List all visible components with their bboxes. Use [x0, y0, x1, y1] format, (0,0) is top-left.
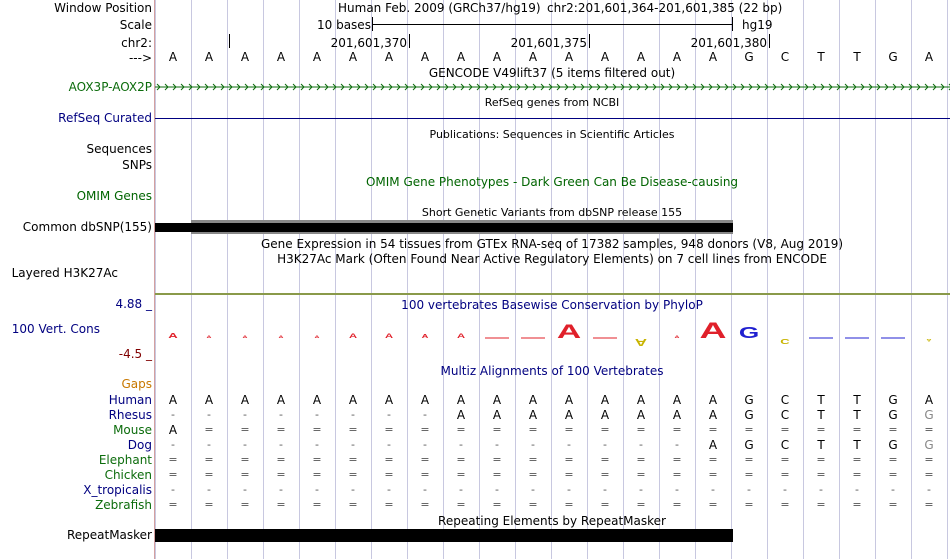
alignment-cell: =: [240, 453, 250, 466]
alignment-cell: =: [240, 498, 250, 511]
alignment-cell: =: [420, 453, 430, 466]
snps-track-label[interactable]: SNPs: [122, 158, 152, 172]
window-position-label: Window Position: [54, 1, 152, 15]
position-location: chr2:201,601,364-201,601,385 (22 bp): [547, 1, 783, 15]
alignment-cell: -: [243, 438, 247, 451]
alignment-cell: -: [603, 483, 607, 496]
alignment-cell: =: [852, 468, 862, 481]
alignment-cell: =: [204, 423, 214, 436]
chr-tick-label-2: 201,601,375: [510, 36, 587, 50]
species-label[interactable]: Rhesus: [108, 408, 152, 422]
gtex-track-title: Gene Expression in 54 tissues from GTEx RNA-seq of 17382 samples, 948 donors (V8, Aug 2019): [260, 237, 844, 251]
alignment-cell: -: [207, 438, 211, 451]
track-labels-panel: [0, 0, 154, 559]
alignment-cell: -: [495, 438, 499, 451]
h3k27ac-signal-line[interactable]: [155, 293, 950, 295]
alignment-cell: -: [567, 483, 571, 496]
alignment-cell: -: [351, 438, 355, 451]
base-letter: A: [924, 50, 934, 64]
base-letter: A: [672, 50, 682, 64]
alignment-cell: =: [744, 423, 754, 436]
alignment-cell: -: [351, 483, 355, 496]
alignment-cell: T: [853, 438, 861, 452]
alignment-cell: =: [456, 453, 466, 466]
alignment-cell: =: [312, 423, 322, 436]
alignment-cell: =: [708, 423, 718, 436]
scale-bar-label: 10 bases: [317, 18, 371, 32]
base-letter: A: [456, 50, 466, 64]
alignment-cell: =: [528, 468, 538, 481]
phylop-letter: A: [314, 335, 320, 340]
alignment-cell: G: [744, 393, 754, 407]
alignment-cell: =: [816, 453, 826, 466]
dbsnp-variant-bar[interactable]: [155, 223, 733, 232]
alignment-cell: =: [816, 423, 826, 436]
base-letter: C: [780, 50, 790, 64]
base-letter: T: [817, 50, 825, 64]
alignment-cell: -: [855, 483, 859, 496]
chr-tick-2: [589, 34, 590, 48]
alignment-cell: =: [744, 498, 754, 511]
alignment-cell: A: [492, 408, 502, 422]
phylop-track-title: 100 vertebrates Basewise Conservation by PhyloP: [401, 298, 703, 312]
assembly-title: Human Feb. 2009 (GRCh37/hg19): [338, 1, 541, 15]
strand-label: --->: [128, 51, 152, 65]
alignment-cell: A: [564, 408, 574, 422]
alignment-cell: A: [276, 393, 286, 407]
gencode-track-title: GENCODE V49lift37 (5 items filtered out): [428, 66, 676, 80]
alignment-cell: =: [708, 498, 718, 511]
alignment-cell: G: [924, 438, 934, 452]
alignment-cell: =: [312, 498, 322, 511]
alignment-cell: =: [636, 423, 646, 436]
alignment-cell: -: [459, 483, 463, 496]
gencode-track-label[interactable]: AOX3P-AOX2P: [68, 80, 152, 94]
alignment-cell: =: [564, 423, 574, 436]
dbsnp-variant-highlight: [191, 220, 733, 223]
dbsnp-variant-highlight-bottom: [191, 232, 733, 234]
omim-track-title: OMIM Gene Phenotypes - Dark Green Can Be Disease-causing: [365, 175, 739, 189]
alignment-cell: =: [744, 453, 754, 466]
alignment-cell: A: [456, 408, 466, 422]
phylop-letter: A: [348, 332, 358, 340]
alignment-cell: =: [708, 468, 718, 481]
alignment-cell: A: [312, 393, 322, 407]
alignment-cell: -: [207, 483, 211, 496]
scale-bar: [372, 24, 732, 25]
alignment-cell: -: [387, 408, 391, 421]
alignment-cell: =: [456, 468, 466, 481]
alignment-cell: =: [528, 423, 538, 436]
alignment-cell: =: [600, 453, 610, 466]
alignment-cell: =: [420, 423, 430, 436]
alignment-cell: =: [816, 468, 826, 481]
alignment-cell: =: [456, 423, 466, 436]
alignment-cell: =: [492, 453, 502, 466]
alignment-cell: =: [780, 468, 790, 481]
species-label[interactable]: Dog: [127, 438, 152, 452]
alignment-cell: -: [279, 408, 283, 421]
alignment-cell: -: [315, 408, 319, 421]
phylop-letter: A: [242, 335, 248, 340]
alignment-cell: =: [384, 498, 394, 511]
alignment-cell: =: [492, 423, 502, 436]
alignment-cell: A: [384, 393, 394, 407]
alignment-cell: -: [675, 483, 679, 496]
alignment-cell: -: [711, 483, 715, 496]
alignment-cell: =: [672, 453, 682, 466]
alignment-cell: =: [348, 468, 358, 481]
alignment-cell: =: [816, 498, 826, 511]
alignment-cell: =: [312, 468, 322, 481]
base-letter: T: [853, 50, 861, 64]
base-letter: G: [744, 50, 754, 64]
alignment-cell: =: [888, 498, 898, 511]
alignment-cell: A: [456, 393, 466, 407]
alignment-cell: T: [817, 408, 825, 422]
alignment-cell: -: [819, 483, 823, 496]
alignment-cell: =: [276, 498, 286, 511]
alignment-cell: G: [744, 438, 754, 452]
alignment-cell: A: [528, 408, 538, 422]
alignment-cell: =: [852, 423, 862, 436]
alignment-cell: =: [168, 498, 178, 511]
dbsnp-track-title: Short Genetic Variants from dbSNP release 155: [421, 206, 683, 219]
alignment-cell: =: [924, 498, 934, 511]
species-label[interactable]: Elephant: [98, 453, 152, 467]
alignment-cell: =: [780, 498, 790, 511]
phylop-letter: A: [556, 320, 582, 343]
alignment-cell: A: [924, 393, 934, 407]
scale-bar-right-tick: [732, 17, 733, 31]
species-label[interactable]: Chicken: [104, 468, 152, 482]
alignment-cell: =: [456, 498, 466, 511]
alignment-cell: =: [384, 423, 394, 436]
alignment-cell: =: [636, 498, 646, 511]
alignment-cell: A: [204, 393, 214, 407]
cons-track-label[interactable]: 100 Vert. Cons: [11, 322, 100, 336]
base-letter: A: [240, 50, 250, 64]
alignment-cell: -: [171, 438, 175, 451]
alignment-cell: -: [171, 408, 175, 421]
phylop-letter: A: [421, 332, 429, 340]
alignment-cell: =: [564, 453, 574, 466]
alignment-cell: =: [384, 468, 394, 481]
alignment-cell: =: [708, 453, 718, 466]
base-letter: A: [420, 50, 430, 64]
alignment-cell: =: [204, 468, 214, 481]
base-letter: A: [384, 50, 394, 64]
alignment-cell: G: [744, 408, 754, 422]
alignment-cell: A: [240, 393, 250, 407]
alignment-cell: =: [636, 468, 646, 481]
alignment-cell: -: [495, 483, 499, 496]
alignment-cell: =: [564, 498, 574, 511]
phylop-letter: A: [168, 331, 178, 341]
alignment-cell: A: [708, 393, 718, 407]
base-letter: A: [312, 50, 322, 64]
alignment-cell: A: [600, 408, 610, 422]
alignment-cell: =: [204, 498, 214, 511]
alignment-cell: =: [492, 498, 502, 511]
alignment-cell: G: [888, 438, 898, 452]
alignment-cell: -: [567, 438, 571, 451]
alignment-cell: A: [168, 393, 178, 407]
alignment-cell: =: [528, 498, 538, 511]
alignment-cell: =: [420, 468, 430, 481]
alignment-cell: =: [672, 468, 682, 481]
alignment-cell: -: [279, 438, 283, 451]
cons-min-label: -4.5 _: [118, 347, 152, 361]
species-label[interactable]: Human: [108, 393, 152, 407]
alignment-cell: A: [672, 393, 682, 407]
alignment-cell: C: [780, 408, 790, 422]
alignment-cell: -: [891, 483, 895, 496]
base-letter: A: [492, 50, 502, 64]
alignment-cell: T: [817, 393, 825, 407]
alignment-cell: T: [853, 408, 861, 422]
alignment-cell: -: [639, 438, 643, 451]
scale-bar-db: hg19: [742, 18, 773, 32]
alignment-cell: =: [204, 453, 214, 466]
alignment-cell: A: [420, 393, 430, 407]
alignment-cell: -: [675, 438, 679, 451]
alignment-cell: =: [600, 423, 610, 436]
dbsnp-track-label[interactable]: Common dbSNP(155): [22, 220, 152, 234]
alignment-cell: -: [171, 483, 175, 496]
phylop-letter: A: [926, 337, 932, 342]
phylop-letter: A: [206, 335, 212, 340]
alignment-cell: -: [315, 483, 319, 496]
species-label[interactable]: Mouse: [113, 423, 152, 437]
phylop-letter: A: [456, 332, 466, 340]
alignment-cell: =: [384, 453, 394, 466]
alignment-cell: -: [387, 438, 391, 451]
alignment-cell: =: [276, 468, 286, 481]
alignment-cell: -: [747, 483, 751, 496]
alignment-cell: =: [924, 423, 934, 436]
alignment-cell: =: [888, 453, 898, 466]
chr-tick-label-1: 201,601,370: [330, 36, 407, 50]
base-letter: A: [528, 50, 538, 64]
alignment-cell: =: [672, 498, 682, 511]
alignment-cell: =: [924, 453, 934, 466]
alignment-cell: -: [459, 438, 463, 451]
alignment-cell: -: [531, 483, 535, 496]
alignment-cell: -: [279, 483, 283, 496]
repeatmasker-track-label[interactable]: RepeatMasker: [66, 528, 152, 542]
base-letter: A: [348, 50, 358, 64]
alignment-cell: T: [817, 438, 825, 452]
alignment-cell: =: [672, 423, 682, 436]
track-display[interactable]: [155, 0, 950, 559]
alignment-cell: G: [924, 408, 934, 422]
alignment-cell: =: [492, 468, 502, 481]
scale-label: Scale: [119, 18, 152, 32]
phylop-letter: A: [384, 332, 394, 340]
alignment-cell: =: [780, 423, 790, 436]
alignment-cell: A: [636, 408, 646, 422]
alignment-cell: =: [312, 453, 322, 466]
alignment-cell: A: [600, 393, 610, 407]
alignment-cell: =: [348, 423, 358, 436]
alignment-cell: =: [744, 468, 754, 481]
alignment-cell: C: [780, 438, 790, 452]
refseq-track-label[interactable]: RefSeq Curated: [58, 111, 152, 125]
alignment-cell: A: [492, 393, 502, 407]
alignment-cell: -: [423, 408, 427, 421]
alignment-cell: A: [528, 393, 538, 407]
scale-bar-left-tick: [372, 17, 373, 31]
base-letter: A: [168, 50, 178, 64]
alignment-cell: =: [348, 498, 358, 511]
alignment-cell: =: [564, 468, 574, 481]
alignment-cell: -: [531, 438, 535, 451]
refseq-gene-line[interactable]: [155, 118, 950, 119]
publications-track-title: Publications: Sequences in Scientific Articles: [429, 128, 675, 141]
base-letter: A: [276, 50, 286, 64]
alignment-cell: =: [420, 498, 430, 511]
alignment-cell: -: [315, 438, 319, 451]
base-letter: A: [600, 50, 610, 64]
chr-tick-0: [229, 34, 230, 48]
alignment-cell: =: [852, 453, 862, 466]
alignment-cell: =: [600, 498, 610, 511]
alignment-cell: =: [528, 453, 538, 466]
alignment-cell: -: [423, 483, 427, 496]
alignment-cell: A: [636, 393, 646, 407]
alignment-cell: =: [240, 423, 250, 436]
base-letter: A: [204, 50, 214, 64]
alignment-cell: C: [780, 393, 790, 407]
multiz-track-title: Multiz Alignments of 100 Vertebrates: [440, 364, 664, 378]
base-letter: A: [564, 50, 574, 64]
base-letter: A: [636, 50, 646, 64]
alignment-cell: -: [423, 438, 427, 451]
alignment-cell: -: [207, 408, 211, 421]
species-label[interactable]: X_tropicalis: [83, 483, 152, 497]
alignment-cell: T: [853, 393, 861, 407]
cons-max-label: 4.88 _: [115, 297, 152, 311]
phylop-letter: A: [699, 318, 727, 344]
alignment-cell: A: [708, 438, 718, 452]
gaps-label: Gaps: [121, 377, 152, 391]
base-letter: G: [888, 50, 898, 64]
phylop-logo[interactable]: [155, 318, 950, 358]
alignment-cell: -: [639, 483, 643, 496]
repeatmasker-element[interactable]: [155, 529, 733, 542]
base-letter: A: [708, 50, 718, 64]
alignment-cell: -: [783, 483, 787, 496]
alignment-cell: A: [168, 423, 178, 437]
alignment-cell: -: [603, 438, 607, 451]
chr-tick-1: [409, 34, 410, 48]
alignment-cell: A: [348, 393, 358, 407]
alignment-cell: =: [780, 453, 790, 466]
phylop-letter: G: [738, 324, 760, 342]
chr-tick-3: [769, 34, 770, 48]
phylop-letter: A: [674, 335, 680, 340]
alignment-cell: =: [240, 468, 250, 481]
omim-track-label[interactable]: OMIM Genes: [76, 189, 152, 203]
alignment-cell: -: [243, 408, 247, 421]
h3k27ac-track-title: H3K27Ac Mark (Often Found Near Active Regulatory Elements) on 7 cell lines from ENCODE: [277, 252, 827, 266]
chr-tick-label-3: 201,601,380: [690, 36, 767, 50]
alignment-cell: -: [927, 483, 931, 496]
alignment-cell: -: [387, 483, 391, 496]
alignment-cell: G: [888, 408, 898, 422]
sequences-track-label[interactable]: Sequences: [86, 142, 152, 156]
alignment-cell: =: [168, 468, 178, 481]
alignment-cell: =: [600, 468, 610, 481]
alignment-cell: =: [888, 423, 898, 436]
repeatmasker-track-title: Repeating Elements by RepeatMasker: [438, 514, 666, 528]
alignment-cell: =: [276, 453, 286, 466]
refseq-track-title: RefSeq genes from NCBI: [484, 96, 620, 109]
h3k27ac-track-label[interactable]: Layered H3K27Ac: [11, 266, 118, 280]
alignment-cell: =: [276, 423, 286, 436]
gencode-gene-line[interactable]: [155, 81, 950, 93]
alignment-cell: A: [564, 393, 574, 407]
alignment-cell: A: [672, 408, 682, 422]
alignment-cell: =: [924, 468, 934, 481]
alignment-cell: =: [168, 453, 178, 466]
alignment-cell: A: [708, 408, 718, 422]
alignment-cell: =: [348, 453, 358, 466]
phylop-letter: A: [278, 335, 284, 340]
chr-label: chr2:: [121, 36, 152, 50]
alignment-cell: =: [888, 468, 898, 481]
alignment-cell: =: [852, 498, 862, 511]
alignment-cell: G: [888, 393, 898, 407]
phylop-letter: C: [780, 336, 790, 346]
alignment-cell: -: [243, 483, 247, 496]
phylop-letter: A: [634, 336, 648, 348]
alignment-cell: -: [351, 408, 355, 421]
species-label[interactable]: Zebrafish: [95, 498, 152, 512]
alignment-cell: =: [636, 453, 646, 466]
